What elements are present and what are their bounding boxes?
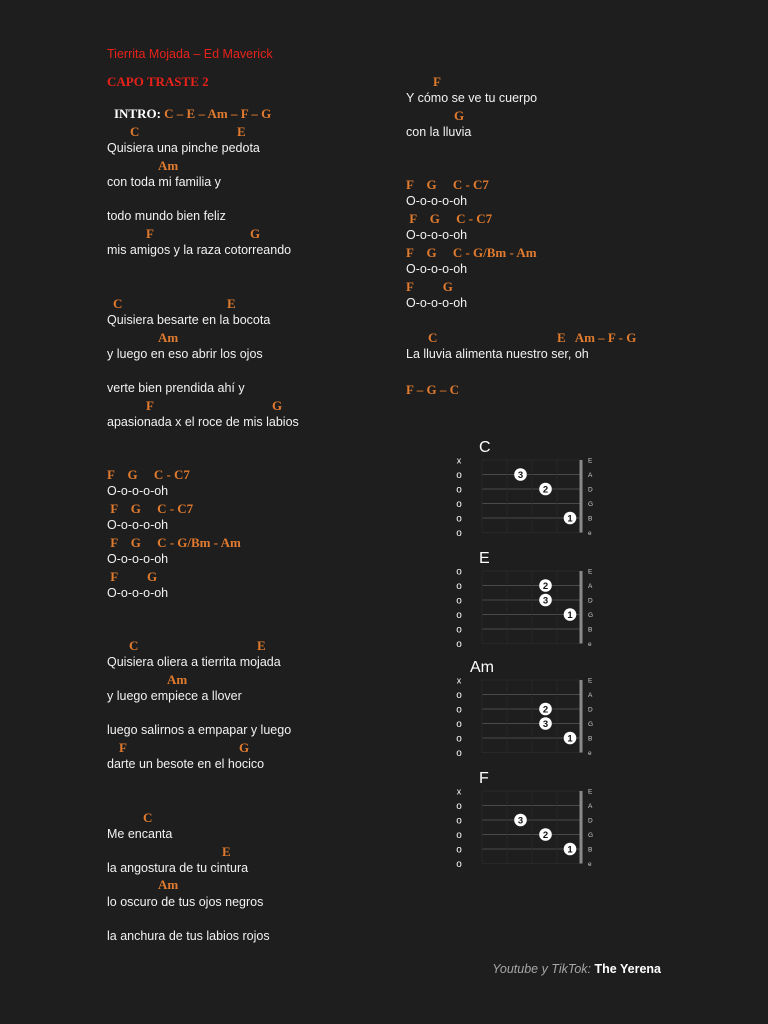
string-name: A: [588, 472, 593, 479]
chord-line: F G C - G/Bm - Am: [406, 245, 537, 260]
chord-diagram-f: [450, 767, 610, 875]
lyric-line: verte bien prendida ahí y: [107, 381, 245, 395]
lyric-line: y luego en eso abrir los ojos: [107, 347, 263, 361]
lyric-line: O-o-o-o-oh: [406, 228, 468, 242]
lyric-line: Me encanta: [107, 827, 173, 841]
chord-line: Am: [158, 877, 179, 892]
capo-note: CAPO TRASTE 2: [107, 74, 209, 89]
finger-number: 1: [567, 513, 573, 525]
string-mark: o: [456, 624, 462, 636]
string-mark: x: [456, 455, 462, 466]
chord-line: E Am – F - G: [557, 330, 637, 345]
finger-number: 2: [542, 704, 549, 716]
chord-line: E: [237, 124, 246, 139]
chord-line: F: [119, 740, 127, 755]
lyric-line: La lluvia alimenta nuestro ser, oh: [406, 347, 589, 361]
chord-line: C: [428, 330, 438, 345]
lyric-line: Quisiera besarte en la bocota: [107, 313, 271, 327]
string-mark: o: [456, 801, 462, 812]
string-mark: o: [456, 639, 462, 650]
footer-label: Youtube y TikTok:: [492, 962, 592, 976]
lyric-line: O-o-o-o-oh: [107, 484, 169, 498]
intro-label: INTRO:: [113, 106, 161, 121]
chord-line: F G C - C7: [406, 177, 489, 192]
lyric-line: todo mundo bien feliz: [107, 209, 226, 223]
finger-number: 1: [567, 844, 573, 856]
lyric-line: O-o-o-o-oh: [406, 262, 468, 276]
chord-line: F G C - C7: [406, 211, 493, 226]
intro-chords: C – E – Am – F – G: [160, 106, 272, 121]
string-name: G: [588, 612, 594, 619]
string-name: G: [588, 832, 594, 839]
string-mark: o: [456, 719, 462, 730]
string-mark: o: [456, 484, 462, 496]
chord-line: F: [146, 398, 154, 413]
string-mark: o: [456, 470, 462, 481]
finger-number: 1: [567, 610, 573, 621]
lyric-line: con toda mi familia y: [107, 175, 221, 189]
chord-line: C: [113, 296, 123, 311]
lyric-line: darte un besote en el hocico: [107, 757, 265, 771]
string-name: e: [588, 530, 592, 537]
chord-diagram-e: [450, 547, 610, 655]
lyric-line: luego salirnos a empapar y luego: [107, 723, 292, 737]
string-mark: o: [456, 859, 462, 870]
chord-line: E: [222, 844, 231, 859]
lyric-line: O-o-o-o-oh: [107, 552, 169, 566]
intro-line: [107, 91, 271, 122]
lyric-line: Quisiera una pinche pedota: [107, 141, 260, 155]
lyric-line: O-o-o-o-oh: [107, 518, 169, 532]
chord-line: G: [250, 226, 261, 241]
lyric-line: la angostura de tu cintura: [107, 861, 249, 875]
string-mark: o: [456, 844, 462, 856]
lyric-line: apasionada x el roce de mis labios: [107, 415, 299, 429]
string-name: e: [588, 861, 592, 868]
string-mark: o: [456, 595, 462, 607]
string-mark: o: [456, 830, 462, 841]
string-name: G: [588, 501, 594, 508]
chord-line: F G C - G/Bm - Am: [107, 535, 241, 550]
string-name: A: [588, 583, 593, 590]
chord-line: F: [433, 74, 441, 89]
lyric-line: con la lluvia: [406, 125, 472, 139]
finger-number: 3: [517, 470, 524, 481]
lyric-line: y luego empiece a llover: [107, 689, 242, 703]
string-name: A: [588, 803, 593, 810]
string-mark: o: [456, 499, 462, 510]
string-name: D: [588, 597, 593, 605]
chord-line: Am: [158, 158, 179, 173]
string-name: D: [588, 817, 593, 825]
lyric-line: O-o-o-o-oh: [406, 194, 468, 208]
string-mark: o: [456, 748, 462, 759]
chord-diagram-title: C: [479, 439, 491, 456]
string-name: E: [588, 457, 593, 465]
string-name: D: [588, 486, 593, 494]
finger-number: 2: [542, 484, 549, 496]
lyric-line: Y cómo se ve tu cuerpo: [406, 91, 538, 105]
chord-line: G: [239, 740, 250, 755]
finger-number: 1: [567, 733, 573, 745]
chord-diagram-am: [450, 656, 610, 764]
string-name: E: [588, 677, 593, 685]
chord-line: F G: [107, 569, 158, 584]
string-mark: o: [456, 581, 462, 592]
string-name: A: [588, 692, 593, 699]
string-name: B: [588, 846, 593, 854]
chord-line: C: [143, 810, 153, 825]
chord-line: G: [272, 398, 283, 413]
footer-name: The Yerena: [594, 962, 661, 976]
chord-line: F – G – C: [406, 382, 459, 397]
chord-diagram-title: F: [479, 770, 489, 787]
chord-line: C: [130, 124, 140, 139]
chord-line: Am: [167, 672, 188, 687]
song-title: Tierrita Mojada – Ed Maverick: [107, 47, 273, 61]
string-mark: o: [456, 704, 462, 716]
string-mark: x: [456, 786, 462, 797]
lyric-line: Quisiera oliera a tierrita mojada: [107, 655, 281, 669]
lyric-line: mis amigos y la raza cotorreando: [107, 243, 292, 257]
finger-number: 3: [517, 815, 524, 827]
string-mark: o: [456, 733, 462, 745]
lyric-line: la anchura de tus labios rojos: [107, 929, 270, 943]
footer-credit: [492, 962, 661, 976]
finger-number: 2: [542, 830, 549, 841]
chord-diagram-c: [450, 436, 610, 544]
string-name: B: [588, 515, 593, 523]
chord-diagram-title: Am: [470, 659, 494, 676]
string-name: E: [588, 568, 593, 576]
chord-line: C: [129, 638, 139, 653]
lyric-line: O-o-o-o-oh: [406, 296, 468, 310]
string-name: e: [588, 750, 592, 757]
chord-line: F: [146, 226, 154, 241]
finger-number: 2: [542, 581, 549, 592]
string-name: D: [588, 706, 593, 714]
string-mark: o: [456, 815, 462, 827]
chord-line: F G C - C7: [107, 467, 190, 482]
string-mark: o: [456, 528, 462, 539]
string-mark: o: [456, 513, 462, 525]
chord-line: Am: [158, 330, 179, 345]
string-name: B: [588, 626, 593, 634]
chord-line: G: [454, 108, 465, 123]
chord-diagram-title: E: [479, 550, 490, 567]
string-name: G: [588, 721, 594, 728]
string-name: B: [588, 735, 593, 743]
string-mark: x: [456, 675, 462, 686]
lyric-line: lo oscuro de tus ojos negros: [107, 895, 264, 909]
chord-line: E: [257, 638, 266, 653]
string-mark: o: [456, 690, 462, 701]
lyric-line: O-o-o-o-oh: [107, 586, 169, 600]
finger-number: 3: [542, 719, 549, 730]
chord-line: F G: [406, 279, 453, 294]
string-mark: o: [456, 566, 462, 578]
string-mark: o: [456, 610, 462, 621]
string-name: e: [588, 641, 592, 648]
string-name: E: [588, 788, 593, 796]
chord-line: E: [227, 296, 236, 311]
chord-line: F G C - C7: [107, 501, 194, 516]
finger-number: 3: [542, 595, 549, 607]
